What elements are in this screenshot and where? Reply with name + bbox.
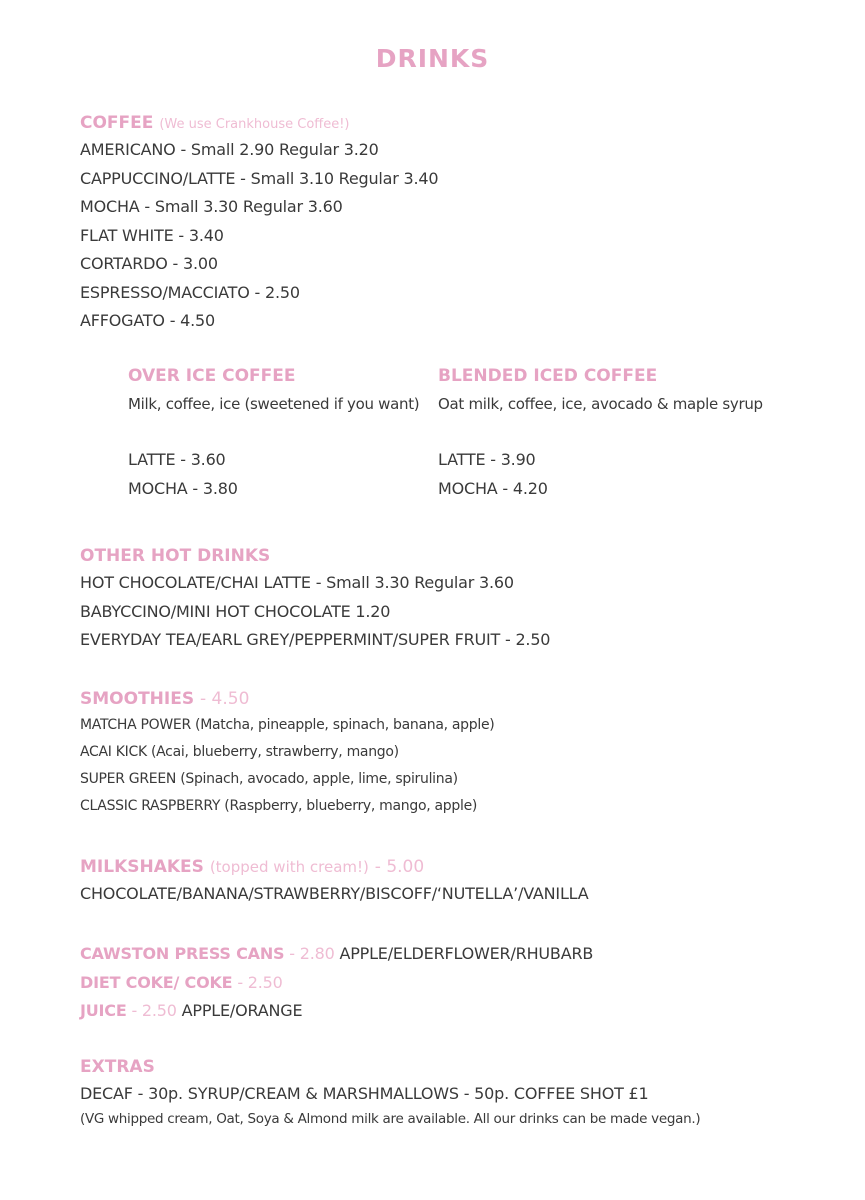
page-title: DRINKS — [375, 44, 490, 73]
other-hot-heading: OTHER HOT DRINKS — [80, 546, 271, 566]
over-ice-item: LATTE - 3.60 — [128, 450, 226, 469]
blended-item: MOCHA - 4.20 — [438, 478, 548, 498]
smoothie-item: MATCHA POWER (Matcha, pineapple, spinach, banana, apple) — [80, 717, 495, 733]
smoothies-heading — [80, 686, 494, 712]
smoothies-heading-label: SMOOTHIES — [80, 689, 195, 709]
milkshakes-price: - 5.00 — [374, 857, 425, 877]
other-hot-item: HOT CHOCOLATE/CHAI LATTE - Small 3.30 Regular 3.60 — [80, 573, 514, 592]
coffee-item: AFFOGATO - 4.50 — [80, 311, 215, 330]
coke-label: DIET COKE/ COKE — [80, 972, 233, 992]
milkshakes-subheading: (topped with cream!) — [209, 858, 369, 876]
extras-line: DECAF - 30p. SYRUP/CREAM & MARSHMALLOWS - 50p. COFFEE SHOT £1 — [80, 1084, 649, 1103]
other-hot-item: BABYCCINO/MINI HOT CHOCOLATE 1.20 — [80, 601, 391, 621]
juice-flavours: APPLE/ORANGE — [181, 1001, 303, 1020]
cawston-label: CAWSTON PRESS CANS — [80, 944, 285, 963]
over-ice-section — [128, 362, 419, 503]
cawston-flavours: APPLE/ELDERFLOWER/RHUBARB — [339, 944, 594, 963]
cans-section — [80, 940, 593, 1026]
blended-section — [438, 362, 763, 503]
coffee-section — [80, 110, 438, 336]
coffee-item: AMERICANO - Small 2.90 Regular 3.20 — [80, 140, 379, 159]
extras-section — [80, 1054, 700, 1129]
juice-label: JUICE — [80, 1001, 127, 1020]
milkshakes-flavours: CHOCOLATE/BANANA/STRAWBERRY/BISCOFF/‘NUTELLA’/VANILLA — [80, 884, 589, 903]
smoothies-price: - 4.50 — [200, 689, 250, 709]
extras-heading: EXTRAS — [80, 1057, 155, 1077]
blended-heading: BLENDED ICED COFFEE — [438, 366, 658, 386]
coffee-heading-label: COFFEE — [80, 113, 154, 133]
blended-description: Oat milk, coffee, ice, avocado & maple syrup — [438, 395, 763, 413]
coffee-item: FLAT WHITE - 3.40 — [80, 225, 224, 245]
smoothie-item: CLASSIC RASPBERRY (Raspberry, blueberry, mango, apple) — [80, 798, 478, 814]
coffee-item: CAPPUCCINO/LATTE - Small 3.10 Regular 3.40 — [80, 168, 439, 188]
over-ice-description: Milk, coffee, ice (sweetened if you want) — [128, 395, 420, 413]
blended-item: LATTE - 3.90 — [438, 450, 536, 469]
cawston-line — [80, 940, 593, 969]
other-hot-item: EVERYDAY TEA/EARL GREY/PEPPERMINT/SUPER FRUIT - 2.50 — [80, 630, 551, 649]
cawston-price: - 2.80 — [289, 944, 335, 963]
coffee-heading — [80, 110, 438, 136]
smoothie-item: ACAI KICK (Acai, blueberry, strawberry, mango) — [80, 744, 399, 760]
juice-line — [80, 997, 593, 1026]
extras-note: (VG whipped cream, Oat, Soya & Almond milk are available. All our drinks can be made vegan.) — [80, 1110, 701, 1127]
over-ice-heading: OVER ICE COFFEE — [128, 366, 296, 386]
smoothie-item: SUPER GREEN (Spinach, avocado, apple, lime, spirulina) — [80, 771, 458, 787]
milkshakes-section — [80, 854, 589, 909]
other-hot-section — [80, 543, 550, 655]
juice-price: - 2.50 — [131, 1001, 177, 1020]
coke-line — [80, 969, 593, 998]
coffee-item: MOCHA - Small 3.30 Regular 3.60 — [80, 197, 343, 216]
smoothies-section — [80, 686, 494, 820]
coffee-item: ESPRESSO/MACCIATO - 2.50 — [80, 282, 300, 302]
milkshakes-heading-label: MILKSHAKES — [80, 857, 204, 877]
milkshakes-heading — [80, 854, 589, 880]
coffee-subheading: (We use Crankhouse Coffee!) — [159, 117, 350, 132]
coffee-item: CORTARDO - 3.00 — [80, 254, 218, 273]
coke-price: - 2.50 — [237, 972, 283, 992]
over-ice-item: MOCHA - 3.80 — [128, 478, 238, 498]
